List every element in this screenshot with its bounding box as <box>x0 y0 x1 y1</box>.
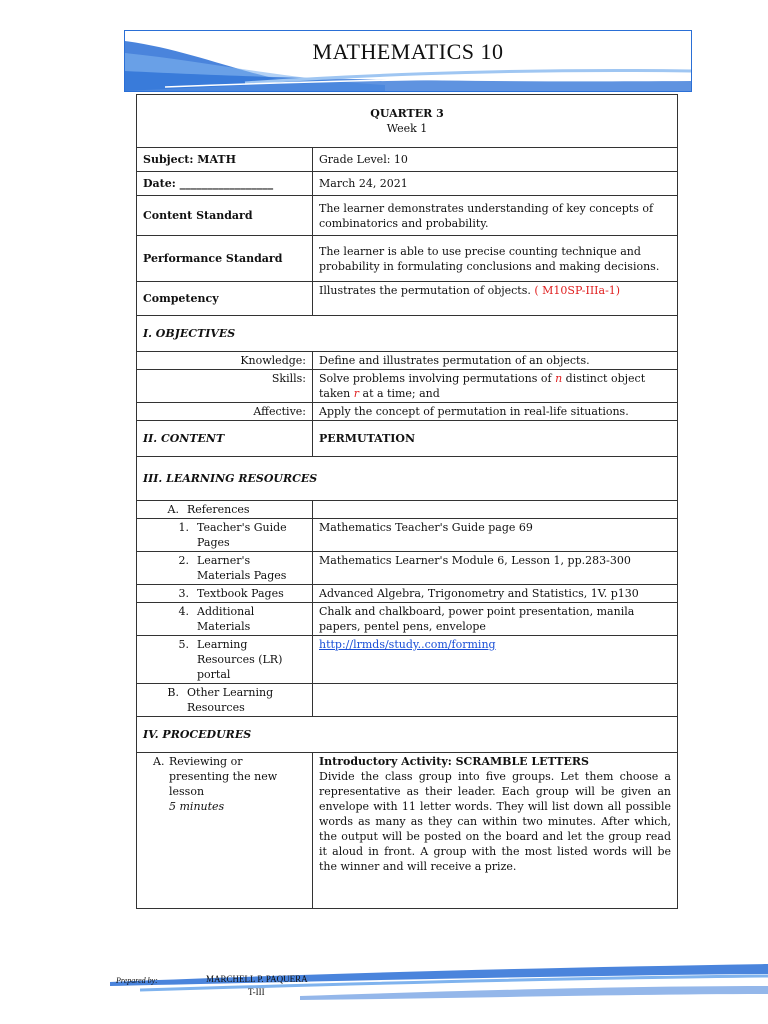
content-standard-row <box>137 196 678 236</box>
other-resources-value-cell <box>313 684 678 717</box>
resource-item-label: Additional Materials <box>197 605 255 633</box>
resource-item-value: Mathematics Teacher's Guide page 69 <box>313 519 678 552</box>
knowledge-value: Define and illustrates permutation of an objects. <box>313 352 678 370</box>
document-footer <box>0 960 768 1024</box>
procedure-a-body: Divide the class group into five groups. Let them choose a representative as their leader. Each group will be given an envelope with 11 letter words. They will list down all possible words as many as they can within two minutes. After which, the output will be posted on the board and let the group read it aloud in front. A group with the most listed words will be the winner and will receive a prize. <box>319 770 671 873</box>
resource-item-number: 1. <box>178 521 189 534</box>
resources-heading: III. LEARNING RESOURCES <box>137 457 678 501</box>
knowledge-row <box>137 352 678 370</box>
resource-item-label-cell <box>137 519 313 552</box>
skills-value-cell <box>313 370 678 403</box>
resource-item-row <box>137 585 678 603</box>
resource-item-label-cell <box>137 636 313 684</box>
resource-item-number: 5. <box>178 638 189 651</box>
resource-item-label-cell <box>137 585 313 603</box>
references-label: References <box>187 503 250 516</box>
resource-item-value: Advanced Algebra, Trigonometry and Statistics, 1V. p130 <box>313 585 678 603</box>
resource-item-label-cell <box>137 603 313 636</box>
quarter-cell <box>137 95 678 148</box>
resource-item-row <box>137 552 678 585</box>
references-label-cell <box>137 501 313 519</box>
other-resources-label-cell <box>137 684 313 717</box>
affective-label: Affective: <box>137 403 313 421</box>
date-row <box>137 172 678 196</box>
knowledge-label: Knowledge: <box>137 352 313 370</box>
competency-row <box>137 282 678 316</box>
content-standard-value: The learner demonstrates understanding of key concepts of combinatorics and probability. <box>313 196 678 236</box>
competency-value: Illustrates the permutation of objects. <box>319 284 535 297</box>
affective-row <box>137 403 678 421</box>
preparer-position: T-III <box>248 987 265 997</box>
other-resources-row <box>137 684 678 717</box>
lr-portal-link[interactable]: http://lrmds/study..com/forming <box>319 638 496 651</box>
skills-n-variable: n <box>555 372 563 385</box>
quarter-row <box>137 95 678 148</box>
lr-portal-cell <box>313 636 678 684</box>
resource-item-row <box>137 603 678 636</box>
resource-item-value: Mathematics Learner's Module 6, Lesson 1, pp.283-300 <box>313 552 678 585</box>
content-value: PERMUTATION <box>313 421 678 457</box>
references-number: A. <box>167 503 179 516</box>
procedure-a-label: Reviewing or presenting the new lesson <box>169 755 278 798</box>
date-label: Date: _________________ <box>137 172 313 196</box>
procedure-a-row <box>137 753 678 909</box>
skills-label: Skills: <box>137 370 313 403</box>
resource-item-value: Chalk and chalkboard, power point presentation, manila papers, pentel pens, envelope <box>313 603 678 636</box>
objectives-heading-row <box>137 316 678 352</box>
grade-level-value: Grade Level: 10 <box>313 148 678 172</box>
procedure-a-time: 5 minutes <box>169 800 225 813</box>
competency-value-cell <box>313 282 678 316</box>
performance-standard-label: Performance Standard <box>137 236 313 282</box>
prepared-by-label: Prepared by: <box>116 976 158 985</box>
competency-label: Competency <box>137 282 313 316</box>
skills-text-b: distinct object taken <box>319 372 646 400</box>
resources-heading-row <box>137 457 678 501</box>
subject-label: Subject: MATH <box>137 148 313 172</box>
week-label: Week 1 <box>386 122 428 135</box>
procedure-a-content-cell <box>313 753 678 909</box>
resource-item-number: 4. <box>178 605 189 618</box>
document-title: MATHEMATICS 10 <box>312 39 504 64</box>
procedures-heading: IV. PROCEDURES <box>137 717 678 753</box>
other-resources-label: Other Learning Resources <box>187 686 274 714</box>
objectives-heading: I. OBJECTIVES <box>137 316 678 352</box>
references-value-cell <box>313 501 678 519</box>
lesson-plan-table <box>136 94 678 909</box>
resource-item-row <box>137 636 678 684</box>
resource-item-number: 3. <box>178 587 189 600</box>
document-header-banner <box>124 30 692 92</box>
skills-text-a: Solve problems involving permutations of <box>319 372 556 385</box>
other-resources-number: B. <box>167 686 179 699</box>
skills-row <box>137 370 678 403</box>
subject-row <box>137 148 678 172</box>
resource-item-number: 2. <box>178 554 189 567</box>
resource-item-label: Learner's Materials Pages <box>197 554 287 582</box>
resource-item-label: Teacher's Guide Pages <box>197 521 287 549</box>
skills-r-variable: r <box>353 387 360 400</box>
preparer-name: MARCHELL P. PAQUERA <box>206 974 308 984</box>
footer-wave-decoration <box>0 960 768 1024</box>
resource-item-label-cell <box>137 552 313 585</box>
content-standard-label: Content Standard <box>137 196 313 236</box>
resource-item-label: Learning Resources (LR) portal <box>197 638 283 681</box>
resource-item-row <box>137 519 678 552</box>
competency-code: ( M10SP-IIIa-1) <box>534 284 621 297</box>
content-row <box>137 421 678 457</box>
performance-standard-value: The learner is able to use precise counting technique and probability in formulating conclusions and making decisions. <box>313 236 678 282</box>
performance-standard-row <box>137 236 678 282</box>
procedure-a-title: Introductory Activity: SCRAMBLE LETTERS <box>319 755 589 768</box>
date-value: March 24, 2021 <box>313 172 678 196</box>
resource-item-label: Textbook Pages <box>197 587 284 600</box>
procedure-a-label-cell <box>137 753 313 909</box>
quarter-label: QUARTER 3 <box>370 107 444 120</box>
affective-value: Apply the concept of permutation in real-life situations. <box>313 403 678 421</box>
content-heading: II. CONTENT <box>137 421 313 457</box>
skills-text-c: at a time; and <box>359 387 440 400</box>
references-row <box>137 501 678 519</box>
procedure-a-number: A. <box>153 755 165 768</box>
procedures-heading-row <box>137 717 678 753</box>
